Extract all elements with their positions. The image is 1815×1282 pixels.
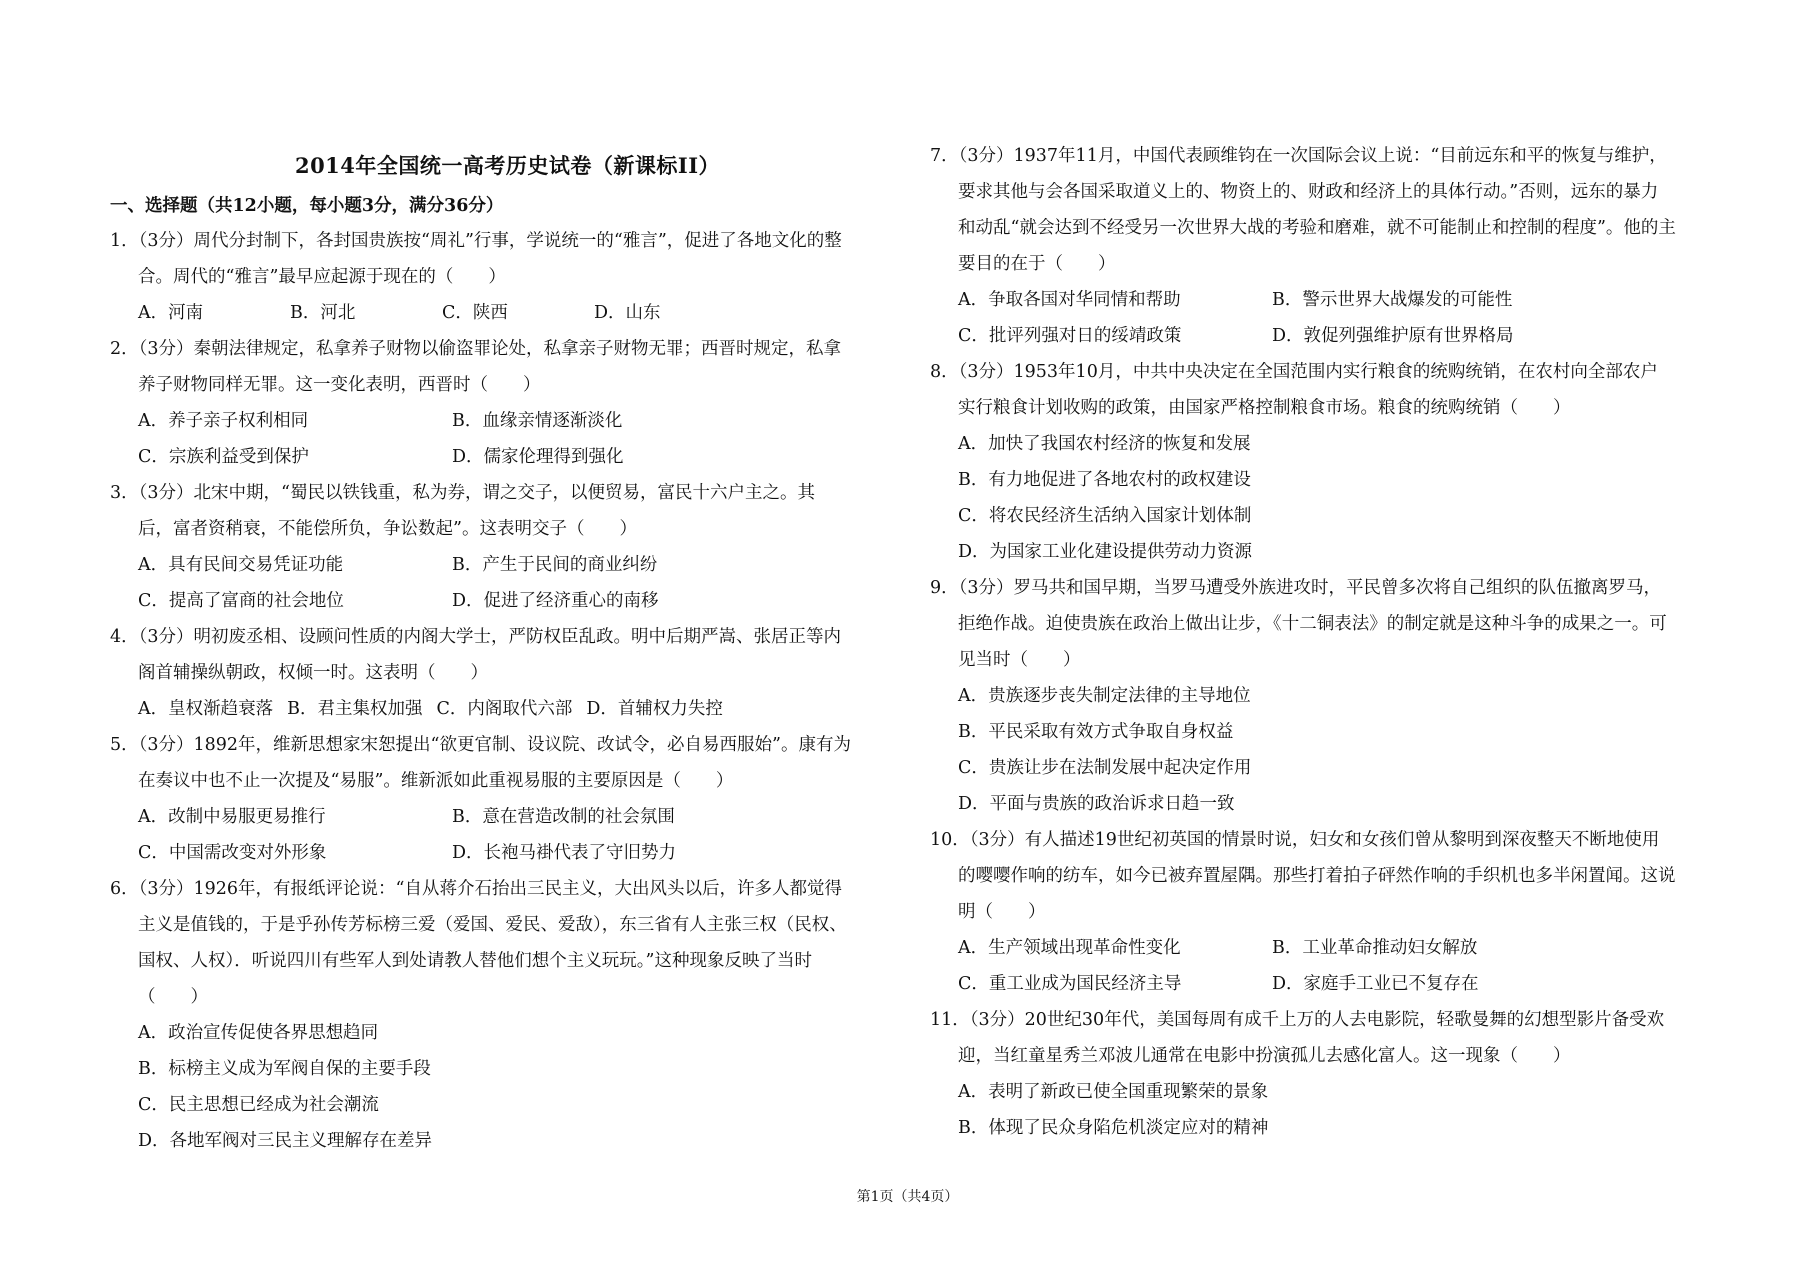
question-2 xyxy=(110,331,905,475)
question-2-line-1: 2．（3分）秦朝法律规定，私拿养子财物以偷盗罪论处，私拿亲子财物无罪；西晋时规定，私拿 xyxy=(110,339,842,359)
option-b[interactable]: B．平民采取有效方式争取自身权益 xyxy=(958,722,1234,742)
option-d[interactable]: D．首辅权力失控 xyxy=(586,699,723,719)
question-4-line-2: 阁首辅操纵朝政，权倾一时。这表明（ ） xyxy=(138,663,488,683)
option-a[interactable]: A．具有民间交易凭证功能 xyxy=(138,555,344,575)
option-c[interactable]: C．批评列强对日的绥靖政策 xyxy=(958,326,1182,346)
question-8-line-1: 8．（3分）1953年10月，中共中央决定在全国范围内实行粮食的统购统销，在农村向全部农户 xyxy=(930,362,1658,382)
question-9-line-2: 拒绝作战。迫使贵族在政治上做出让步，《十二铜表法》的制定就是这种斗争的成果之一。可 xyxy=(958,614,1667,634)
question-7-line-3: 和动乱“就会达到不经受另一次世界大战的考验和磨难，就不可能制止和控制的程度”。他的主 xyxy=(958,218,1676,238)
option-d[interactable]: D．为国家工业化建设提供劳动力资源 xyxy=(958,542,1253,562)
option-a[interactable]: A．政治宣传促使各界思想趋同 xyxy=(138,1023,379,1043)
question-8-options xyxy=(930,426,1730,570)
question-6-line-3: 国权、人权）．听说四川有些军人到处请教人替他们想个主义玩玩。”这种现象反映了当时 xyxy=(138,951,812,971)
question-9 xyxy=(930,570,1730,822)
right-column xyxy=(930,138,1730,1146)
question-1-options xyxy=(110,295,905,331)
option-c[interactable]: C．重工业成为国民经济主导 xyxy=(958,974,1182,994)
option-d[interactable]: D．各地军阀对三民主义理解存在差异 xyxy=(138,1131,433,1151)
option-b[interactable]: B．工业革命推动妇女解放 xyxy=(1272,938,1478,958)
question-3-options xyxy=(110,547,905,619)
question-1-line-1: 1．（3分）周代分封制下，各封国贵族按“周礼”行事，学说统一的“雅言”，促进了各地文化的整 xyxy=(110,231,842,251)
option-d[interactable]: D．山东 xyxy=(594,303,661,323)
question-2-options xyxy=(110,403,905,475)
question-5-line-2: 在奏议中也不止一次提及“易服”。维新派如此重视易服的主要原因是（ ） xyxy=(138,771,734,791)
option-c[interactable]: C．陕西 xyxy=(442,303,508,323)
question-7-options xyxy=(930,282,1730,354)
question-11 xyxy=(930,1002,1730,1146)
option-a[interactable]: A．争取各国对华同情和帮助 xyxy=(958,290,1181,310)
option-b[interactable]: B．有力地促进了各地农村的政权建设 xyxy=(958,470,1251,490)
option-a[interactable]: A．加快了我国农村经济的恢复和发展 xyxy=(958,434,1251,454)
question-9-line-1: 9．（3分）罗马共和国早期，当罗马遭受外族进攻时，平民曾多次将自己组织的队伍撤离罗马， xyxy=(930,578,1662,598)
question-10-line-2: 的嘤嘤作响的纺车，如今已被弃置屋隅。那些打着拍子砰然作响的手织机也多半闲置闻。这说 xyxy=(958,866,1676,886)
question-4-options xyxy=(110,691,905,727)
option-c[interactable]: C．将农民经济生活纳入国家计划体制 xyxy=(958,506,1252,526)
question-10-line-1: 10．（3分）有人描述19世纪初英国的情景时说，妇女和女孩们曾从黎明到深夜整天不断地使用 xyxy=(930,830,1660,850)
option-b[interactable]: B．体现了民众身陷危机淡定应对的精神 xyxy=(958,1118,1269,1138)
question-7-line-1: 7．（3分）1937年11月，中国代表顾维钧在一次国际会议上说：“目前远东和平的恢复与维护， xyxy=(930,146,1667,166)
option-b[interactable]: B．标榜主义成为军阀自保的主要手段 xyxy=(138,1059,431,1079)
question-5-line-1: 5．（3分）1892年，维新思想家宋恕提出“欲更官制、设议院、改试令，必自易西服始”。康有为 xyxy=(110,735,851,755)
option-a[interactable]: A．改制中易服更易推行 xyxy=(138,807,326,827)
question-4 xyxy=(110,619,905,727)
section-heading: 一、选择题（共12小题，每小题3分，满分36分） xyxy=(110,196,504,216)
option-c[interactable]: C．民主思想已经成为社会潮流 xyxy=(138,1095,379,1115)
option-d[interactable]: D．促进了经济重心的南移 xyxy=(452,591,659,611)
question-6 xyxy=(110,871,905,1159)
option-b[interactable]: B．君主集权加强 xyxy=(287,699,423,719)
question-10 xyxy=(930,822,1730,1002)
question-11-options xyxy=(930,1074,1730,1146)
option-a[interactable]: A．表明了新政已使全国重现繁荣的景象 xyxy=(958,1082,1269,1102)
question-10-options xyxy=(930,930,1730,1002)
question-10-line-3: 明（ ） xyxy=(958,902,1046,922)
question-4-line-1: 4．（3分）明初废丞相、设顾问性质的内阁大学士，严防权臣乱政。明中后期严嵩、张居正等内 xyxy=(110,627,842,647)
option-c[interactable]: C．中国需改变对外形象 xyxy=(138,843,327,863)
option-d[interactable]: D．敦促列强维护原有世界格局 xyxy=(1272,326,1514,346)
option-d[interactable]: D．长袍马褂代表了守旧势力 xyxy=(452,843,677,863)
question-8 xyxy=(930,354,1730,570)
question-3-line-1: 3．（3分）北宋中期，“蜀民以铁钱重，私为券，谓之交子，以便贸易，富民十六户主之。其 xyxy=(110,483,815,503)
question-3-line-2: 后，富者资稍衰，不能偿所负，争讼数起”。这表明交子（ ） xyxy=(138,519,637,539)
option-c[interactable]: C．贵族让步在法制发展中起决定作用 xyxy=(958,758,1252,778)
option-b[interactable]: B．意在营造改制的社会氛围 xyxy=(452,807,675,827)
option-a[interactable]: A．生产领域出现革命性变化 xyxy=(958,938,1181,958)
question-9-line-3: 见当时（ ） xyxy=(958,650,1081,670)
question-5-options xyxy=(110,799,905,871)
question-7 xyxy=(930,138,1730,354)
option-c[interactable]: C．内阁取代六部 xyxy=(436,699,573,719)
option-c[interactable]: C．提高了富商的社会地位 xyxy=(138,591,344,611)
left-column xyxy=(110,140,905,1159)
option-d[interactable]: D．儒家伦理得到强化 xyxy=(452,447,624,467)
option-c[interactable]: C．宗族利益受到保护 xyxy=(138,447,309,467)
option-b[interactable]: B．河北 xyxy=(290,303,356,323)
question-11-line-2: 迎，当红童星秀兰邓波儿通常在电影中扮演孤儿去感化富人。这一现象（ ） xyxy=(958,1046,1571,1066)
option-a[interactable]: A．河南 xyxy=(138,303,204,323)
question-7-line-2: 要求其他与会各国采取道义上的、物资上的、财政和经济上的具体行动。”否则，远东的暴力 xyxy=(958,182,1659,202)
question-1-line-2: 合。周代的“雅言”最早应起源于现在的（ ） xyxy=(138,267,506,287)
option-d[interactable]: D．家庭手工业已不复存在 xyxy=(1272,974,1479,994)
question-6-line-1: 6．（3分）1926年，有报纸评论说：“自从蒋介石抬出三民主义，大出风头以后，许多人都觉得 xyxy=(110,879,842,899)
question-8-line-2: 实行粮食计划收购的政策，由国家严格控制粮食市场。粮食的统购统销（ ） xyxy=(958,398,1571,418)
question-3 xyxy=(110,475,905,619)
question-1 xyxy=(110,223,905,331)
question-6-line-2: 主义是值钱的，于是乎孙传芳标榜三爱（爱国、爱民、爱敌），东三省有人主张三权（民权、 xyxy=(138,915,847,935)
option-b[interactable]: B．警示世界大战爆发的可能性 xyxy=(1272,290,1513,310)
question-7-line-4: 要目的在于（ ） xyxy=(958,254,1116,274)
question-6-line-4: （ ） xyxy=(138,987,208,1007)
question-2-line-2: 养子财物同样无罪。这一变化表明，西晋时（ ） xyxy=(138,375,541,395)
question-11-line-1: 11．（3分）20世纪30年代，美国每周有成千上万的人去电影院，轻歌曼舞的幻想型影片备受欢 xyxy=(930,1010,1665,1030)
option-a[interactable]: A．皇权渐趋衰落 xyxy=(138,699,274,719)
question-9-options xyxy=(930,678,1730,822)
question-5 xyxy=(110,727,905,871)
option-b[interactable]: B．血缘亲情逐渐淡化 xyxy=(452,411,623,431)
option-d[interactable]: D．平面与贵族的政治诉求日趋一致 xyxy=(958,794,1235,814)
page-footer: 第1页（共4页） xyxy=(856,1189,959,1205)
option-a[interactable]: A．贵族逐步丧失制定法律的主导地位 xyxy=(958,686,1251,706)
option-a[interactable]: A．养子亲子权利相同 xyxy=(138,411,309,431)
option-b[interactable]: B．产生于民间的商业纠纷 xyxy=(452,555,658,575)
question-6-options xyxy=(110,1015,905,1159)
page-title: 2014年全国统一高考历史试卷（新课标II） xyxy=(294,153,721,178)
